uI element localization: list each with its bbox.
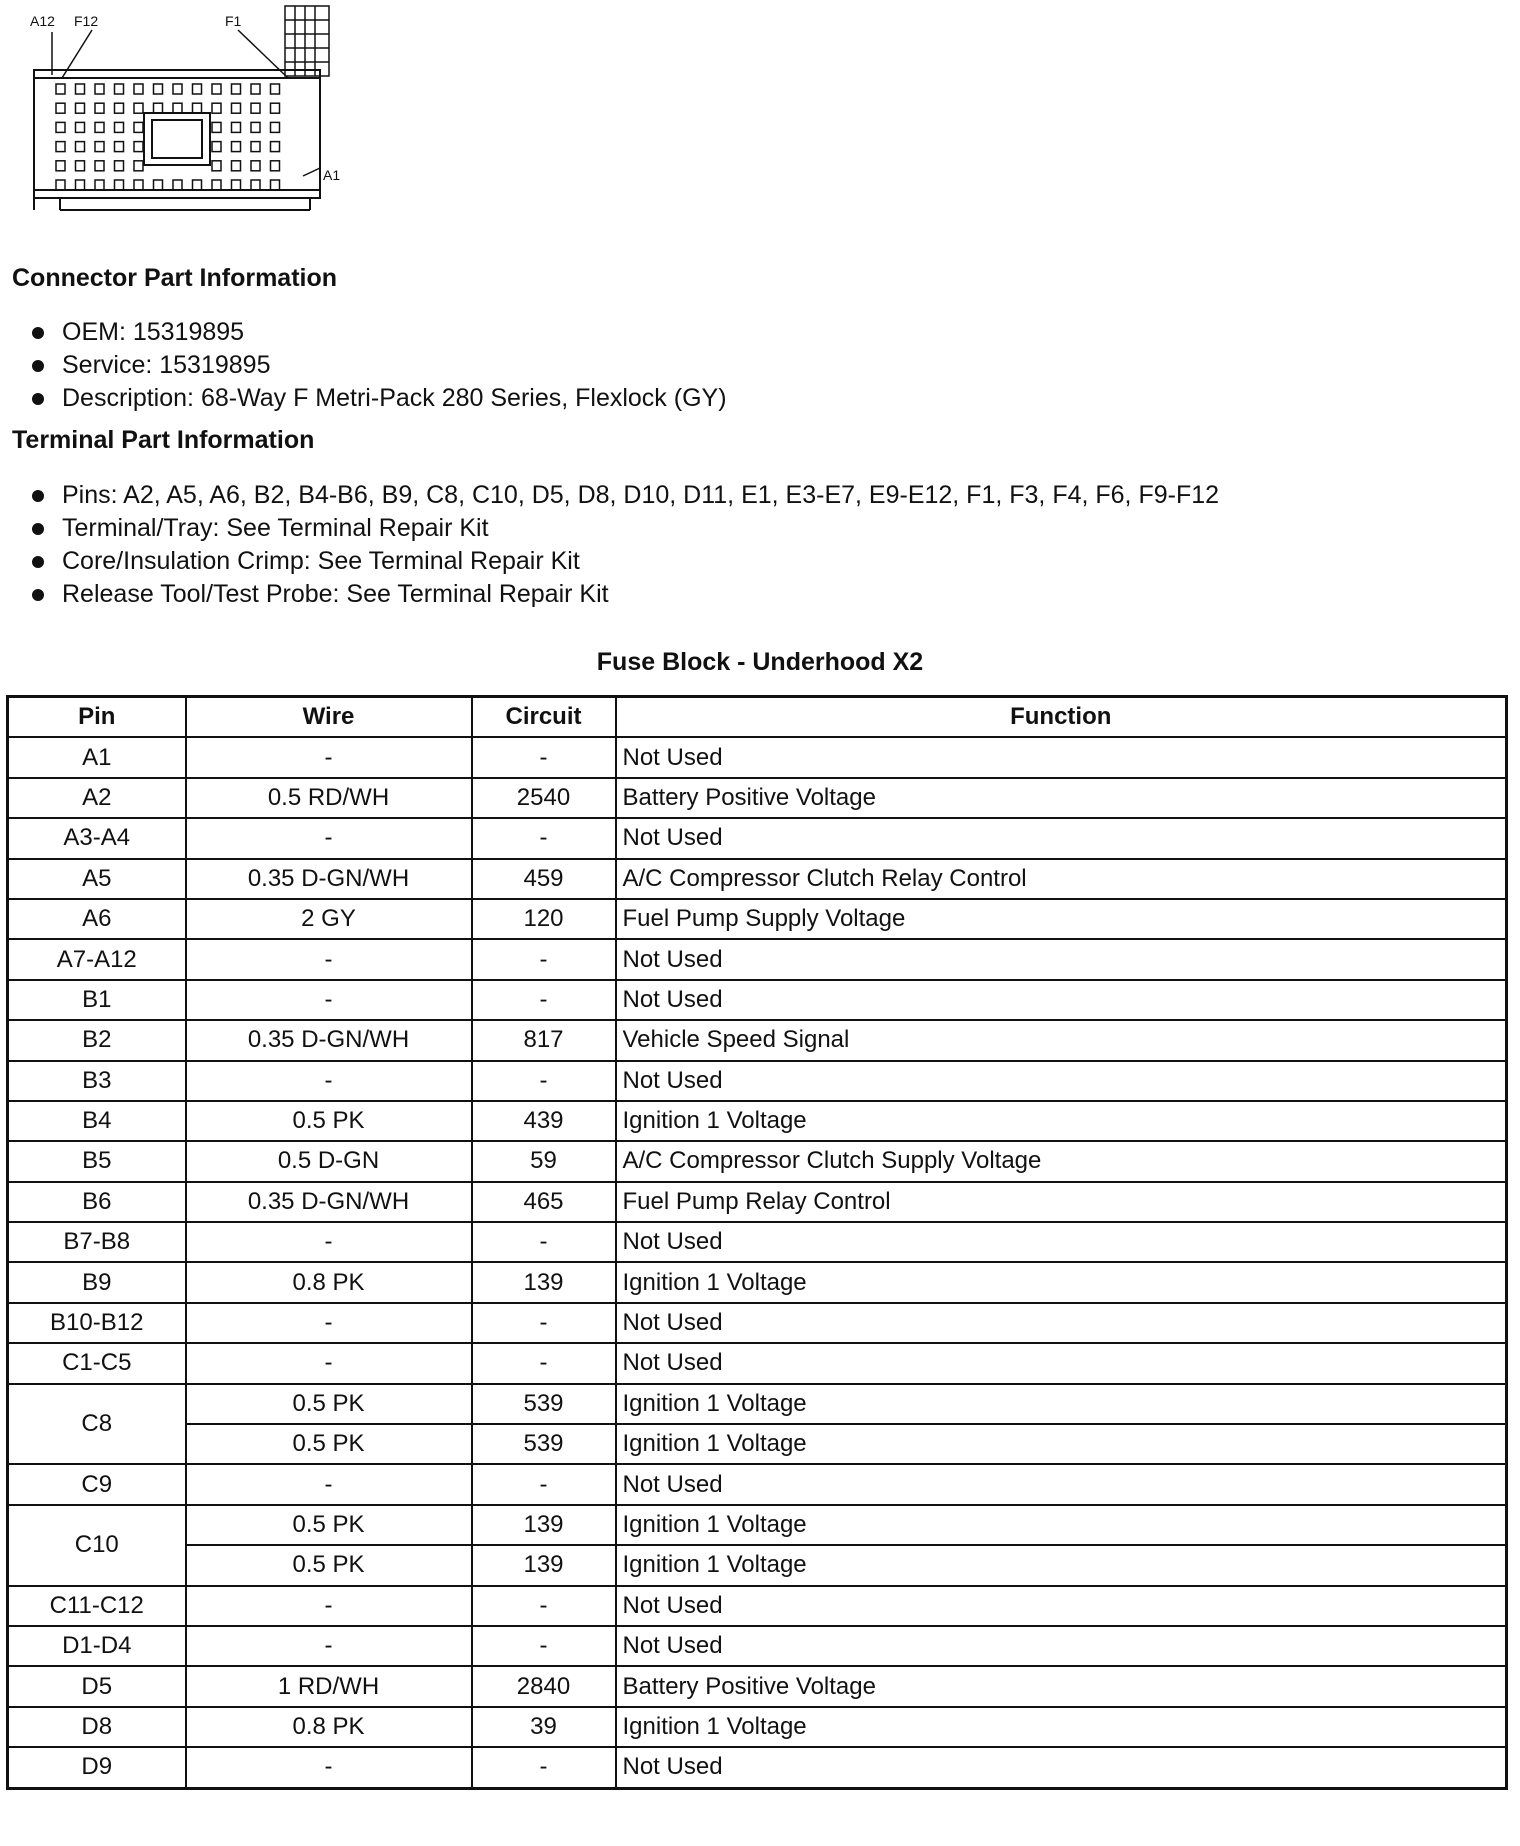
cell-circuit: - bbox=[472, 1747, 616, 1788]
cell-circuit: 2840 bbox=[472, 1666, 616, 1706]
cell-pin: B9 bbox=[8, 1262, 186, 1302]
cell-function: Not Used bbox=[616, 1061, 1507, 1101]
table-row bbox=[8, 1424, 1507, 1464]
cell-circuit: - bbox=[472, 1303, 616, 1343]
cell-function: Fuel Pump Relay Control bbox=[616, 1182, 1507, 1222]
pin-cavity bbox=[95, 103, 104, 113]
cell-wire: - bbox=[186, 939, 472, 979]
label-a1: A1 bbox=[323, 167, 341, 183]
cell-wire: - bbox=[186, 1464, 472, 1504]
cell-wire: - bbox=[186, 1586, 472, 1626]
cell-circuit: - bbox=[472, 1222, 616, 1262]
table-row bbox=[8, 1303, 1507, 1343]
cell-function: Ignition 1 Voltage bbox=[616, 1262, 1507, 1302]
cell-pin: D5 bbox=[8, 1666, 186, 1706]
pin-cavity bbox=[76, 142, 85, 152]
cell-function: Ignition 1 Voltage bbox=[616, 1505, 1507, 1545]
cell-wire: 0.5 D-GN bbox=[186, 1141, 472, 1181]
label-a12: A12 bbox=[30, 13, 55, 29]
pin-cavity bbox=[232, 122, 241, 132]
pin-cavity bbox=[95, 122, 104, 132]
pin-cavity bbox=[271, 103, 280, 113]
table-row bbox=[8, 1020, 1507, 1060]
table-row bbox=[8, 939, 1507, 979]
terminal-info-pins: Pins: A2, A5, A6, B2, B4-B6, B9, C8, C10, D5, D8, D10, D11, E1, E3-E7, E9-E12, F1, F3, F4, F6, F9-F12 bbox=[28, 479, 1219, 512]
cell-function: A/C Compressor Clutch Supply Voltage bbox=[616, 1141, 1507, 1181]
pin-cavity bbox=[56, 142, 65, 152]
cell-wire: 0.5 RD/WH bbox=[186, 778, 472, 818]
pin-cavity bbox=[212, 103, 221, 113]
pin-cavity bbox=[173, 84, 182, 94]
connector-pin-grid bbox=[56, 84, 280, 190]
terminal-info-crimp: Core/Insulation Crimp: See Terminal Repair Kit bbox=[28, 545, 1219, 578]
pin-cavity bbox=[212, 180, 221, 190]
terminal-info-tray: Terminal/Tray: See Terminal Repair Kit bbox=[28, 512, 1219, 545]
pin-cavity bbox=[232, 161, 241, 171]
pin-cavity bbox=[251, 122, 260, 132]
terminal-info-tool: Release Tool/Test Probe: See Terminal Repair Kit bbox=[28, 578, 1219, 611]
pin-cavity bbox=[232, 103, 241, 113]
cell-wire: 0.5 PK bbox=[186, 1545, 472, 1585]
connector-info-heading: Connector Part Information bbox=[12, 264, 338, 292]
cell-function: Not Used bbox=[616, 1222, 1507, 1262]
pin-cavity bbox=[115, 103, 124, 113]
pin-cavity bbox=[232, 142, 241, 152]
cell-pin: C11-C12 bbox=[8, 1586, 186, 1626]
cell-wire: - bbox=[186, 818, 472, 858]
cell-function: Not Used bbox=[616, 1747, 1507, 1788]
cell-function: Battery Positive Voltage bbox=[616, 1666, 1507, 1706]
header-wire: Wire bbox=[186, 697, 472, 738]
terminal-info-list bbox=[28, 479, 1219, 611]
table-row bbox=[8, 1343, 1507, 1383]
cell-circuit: - bbox=[472, 1464, 616, 1504]
cell-pin: A5 bbox=[8, 859, 186, 899]
pin-cavity bbox=[251, 180, 260, 190]
connector-info-list bbox=[28, 316, 727, 415]
pin-cavity bbox=[193, 84, 202, 94]
cell-circuit: - bbox=[472, 1343, 616, 1383]
pin-cavity bbox=[76, 122, 85, 132]
table-row bbox=[8, 818, 1507, 858]
pin-cavity bbox=[212, 161, 221, 171]
pin-cavity bbox=[76, 161, 85, 171]
cell-pin: B7-B8 bbox=[8, 1222, 186, 1262]
cell-circuit: 817 bbox=[472, 1020, 616, 1060]
pin-cavity bbox=[271, 180, 280, 190]
pin-cavity bbox=[232, 180, 241, 190]
pin-cavity bbox=[134, 84, 143, 94]
cell-pin: B1 bbox=[8, 980, 186, 1020]
cell-circuit: 465 bbox=[472, 1182, 616, 1222]
cell-circuit: 139 bbox=[472, 1505, 616, 1545]
cell-wire: 0.35 D-GN/WH bbox=[186, 1182, 472, 1222]
pin-cavity bbox=[95, 84, 104, 94]
cell-pin: B10-B12 bbox=[8, 1303, 186, 1343]
pin-cavity bbox=[271, 84, 280, 94]
pin-cavity bbox=[115, 180, 124, 190]
cell-wire: - bbox=[186, 980, 472, 1020]
cell-function: Ignition 1 Voltage bbox=[616, 1384, 1507, 1424]
cell-circuit: - bbox=[472, 737, 616, 777]
table-row bbox=[8, 1061, 1507, 1101]
pin-cavity bbox=[134, 180, 143, 190]
pin-cavity bbox=[95, 161, 104, 171]
cell-pin: A1 bbox=[8, 737, 186, 777]
pin-cavity bbox=[173, 103, 182, 113]
pin-cavity bbox=[115, 122, 124, 132]
pin-cavity bbox=[251, 161, 260, 171]
cell-circuit: 139 bbox=[472, 1262, 616, 1302]
cell-function: Ignition 1 Voltage bbox=[616, 1101, 1507, 1141]
pin-cavity bbox=[212, 84, 221, 94]
cell-pin: C1-C5 bbox=[8, 1343, 186, 1383]
pin-table bbox=[6, 695, 1508, 1790]
pin-cavity bbox=[251, 84, 260, 94]
cell-wire: 0.35 D-GN/WH bbox=[186, 859, 472, 899]
table-row bbox=[8, 1101, 1507, 1141]
pin-cavity bbox=[115, 142, 124, 152]
pin-cavity bbox=[154, 103, 163, 113]
cell-function: Ignition 1 Voltage bbox=[616, 1545, 1507, 1585]
cell-wire: 0.8 PK bbox=[186, 1707, 472, 1747]
table-row bbox=[8, 1222, 1507, 1262]
cell-pin: B4 bbox=[8, 1101, 186, 1141]
cell-circuit: - bbox=[472, 939, 616, 979]
cell-circuit: 539 bbox=[472, 1424, 616, 1464]
pin-cavity bbox=[193, 180, 202, 190]
cell-pin: B6 bbox=[8, 1182, 186, 1222]
pin-cavity bbox=[193, 103, 202, 113]
cell-pin: C8 bbox=[8, 1384, 186, 1465]
cell-circuit: - bbox=[472, 980, 616, 1020]
cell-function: Fuel Pump Supply Voltage bbox=[616, 899, 1507, 939]
cell-circuit: 59 bbox=[472, 1141, 616, 1181]
table-row bbox=[8, 737, 1507, 777]
pin-cavity bbox=[251, 103, 260, 113]
cell-wire: - bbox=[186, 1343, 472, 1383]
cell-pin: A2 bbox=[8, 778, 186, 818]
cell-pin: C10 bbox=[8, 1505, 186, 1586]
pin-cavity bbox=[154, 84, 163, 94]
pin-cavity bbox=[56, 180, 65, 190]
table-row bbox=[8, 859, 1507, 899]
cell-pin: D1-D4 bbox=[8, 1626, 186, 1666]
cell-pin: A6 bbox=[8, 899, 186, 939]
pin-cavity bbox=[271, 122, 280, 132]
label-f1: F1 bbox=[225, 13, 242, 29]
cell-function: Battery Positive Voltage bbox=[616, 778, 1507, 818]
table-row bbox=[8, 1586, 1507, 1626]
table-row bbox=[8, 778, 1507, 818]
pin-cavity bbox=[212, 142, 221, 152]
cell-wire: 0.5 PK bbox=[186, 1101, 472, 1141]
cell-pin: B3 bbox=[8, 1061, 186, 1101]
cell-wire: 0.5 PK bbox=[186, 1505, 472, 1545]
table-row bbox=[8, 1384, 1507, 1424]
cell-function: Not Used bbox=[616, 1343, 1507, 1383]
cell-wire: 0.5 PK bbox=[186, 1384, 472, 1424]
cell-function: Not Used bbox=[616, 1626, 1507, 1666]
cell-pin: C9 bbox=[8, 1464, 186, 1504]
cell-function: Not Used bbox=[616, 737, 1507, 777]
cell-wire: - bbox=[186, 1626, 472, 1666]
cell-pin: D9 bbox=[8, 1747, 186, 1788]
table-body bbox=[8, 737, 1507, 1788]
cell-pin: A7-A12 bbox=[8, 939, 186, 979]
pin-cavity bbox=[134, 103, 143, 113]
cell-function: Not Used bbox=[616, 818, 1507, 858]
table-row bbox=[8, 1666, 1507, 1706]
label-f12: F12 bbox=[74, 13, 99, 29]
table-row bbox=[8, 1182, 1507, 1222]
pin-cavity bbox=[95, 180, 104, 190]
table-row bbox=[8, 1707, 1507, 1747]
cell-wire: - bbox=[186, 1222, 472, 1262]
header-circuit: Circuit bbox=[472, 697, 616, 738]
cell-circuit: - bbox=[472, 1626, 616, 1666]
cell-function: Not Used bbox=[616, 1464, 1507, 1504]
cell-function: Ignition 1 Voltage bbox=[616, 1424, 1507, 1464]
pin-cavity bbox=[56, 84, 65, 94]
cell-function: Not Used bbox=[616, 1586, 1507, 1626]
cell-wire: 0.5 PK bbox=[186, 1424, 472, 1464]
connector-info-description: Description: 68-Way F Metri-Pack 280 Series, Flexlock (GY) bbox=[28, 382, 727, 415]
cell-circuit: 139 bbox=[472, 1545, 616, 1585]
table-row bbox=[8, 1464, 1507, 1504]
connector-diagram bbox=[20, 0, 360, 215]
pin-cavity bbox=[154, 180, 163, 190]
pin-cavity bbox=[134, 142, 143, 152]
table-row bbox=[8, 1505, 1507, 1545]
pin-cavity bbox=[251, 142, 260, 152]
cell-circuit: 459 bbox=[472, 859, 616, 899]
header-pin: Pin bbox=[8, 697, 186, 738]
pin-cavity bbox=[134, 161, 143, 171]
cell-circuit: - bbox=[472, 1586, 616, 1626]
cell-wire: 2 GY bbox=[186, 899, 472, 939]
cell-wire: - bbox=[186, 1303, 472, 1343]
cell-circuit: 2540 bbox=[472, 778, 616, 818]
cell-circuit: - bbox=[472, 818, 616, 858]
pin-cavity bbox=[271, 142, 280, 152]
connector-side-view bbox=[285, 6, 329, 76]
pin-cavity bbox=[134, 122, 143, 132]
pin-cavity bbox=[115, 84, 124, 94]
table-header-row bbox=[8, 697, 1507, 738]
cell-wire: 0.35 D-GN/WH bbox=[186, 1020, 472, 1060]
table-row bbox=[8, 980, 1507, 1020]
cell-function: Not Used bbox=[616, 939, 1507, 979]
pin-cavity bbox=[56, 161, 65, 171]
connector-info-service: Service: 15319895 bbox=[28, 349, 727, 382]
cell-pin: B2 bbox=[8, 1020, 186, 1060]
cell-pin: A3-A4 bbox=[8, 818, 186, 858]
terminal-info-heading: Terminal Part Information bbox=[12, 426, 315, 454]
pin-cavity bbox=[56, 103, 65, 113]
pin-cavity bbox=[212, 122, 221, 132]
pin-cavity bbox=[115, 161, 124, 171]
pin-cavity bbox=[271, 161, 280, 171]
table-row bbox=[8, 1545, 1507, 1585]
cell-function: A/C Compressor Clutch Relay Control bbox=[616, 859, 1507, 899]
pin-cavity bbox=[76, 84, 85, 94]
table-row bbox=[8, 1747, 1507, 1788]
pin-cavity bbox=[232, 84, 241, 94]
cell-function: Vehicle Speed Signal bbox=[616, 1020, 1507, 1060]
pin-cavity bbox=[56, 122, 65, 132]
cell-function: Not Used bbox=[616, 980, 1507, 1020]
table-row bbox=[8, 1141, 1507, 1181]
pin-cavity bbox=[95, 142, 104, 152]
table-row bbox=[8, 1262, 1507, 1302]
table-title: Fuse Block - Underhood X2 bbox=[596, 648, 924, 676]
cell-circuit: 39 bbox=[472, 1707, 616, 1747]
connector-housing bbox=[34, 70, 320, 198]
table-row bbox=[8, 899, 1507, 939]
cell-circuit: 120 bbox=[472, 899, 616, 939]
cell-wire: - bbox=[186, 737, 472, 777]
cell-circuit: 439 bbox=[472, 1101, 616, 1141]
pin-cavity bbox=[76, 103, 85, 113]
connector-info-oem: OEM: 15319895 bbox=[28, 316, 727, 349]
cell-wire: 1 RD/WH bbox=[186, 1666, 472, 1706]
cell-pin: B5 bbox=[8, 1141, 186, 1181]
header-function: Function bbox=[616, 697, 1507, 738]
cell-wire: 0.8 PK bbox=[186, 1262, 472, 1302]
cell-wire: - bbox=[186, 1061, 472, 1101]
table-row bbox=[8, 1626, 1507, 1666]
cell-circuit: 539 bbox=[472, 1384, 616, 1424]
cell-function: Ignition 1 Voltage bbox=[616, 1707, 1507, 1747]
cell-pin: D8 bbox=[8, 1707, 186, 1747]
cell-wire: - bbox=[186, 1747, 472, 1788]
pin-cavity bbox=[173, 180, 182, 190]
cell-function: Not Used bbox=[616, 1303, 1507, 1343]
cell-circuit: - bbox=[472, 1061, 616, 1101]
pin-cavity bbox=[76, 180, 85, 190]
